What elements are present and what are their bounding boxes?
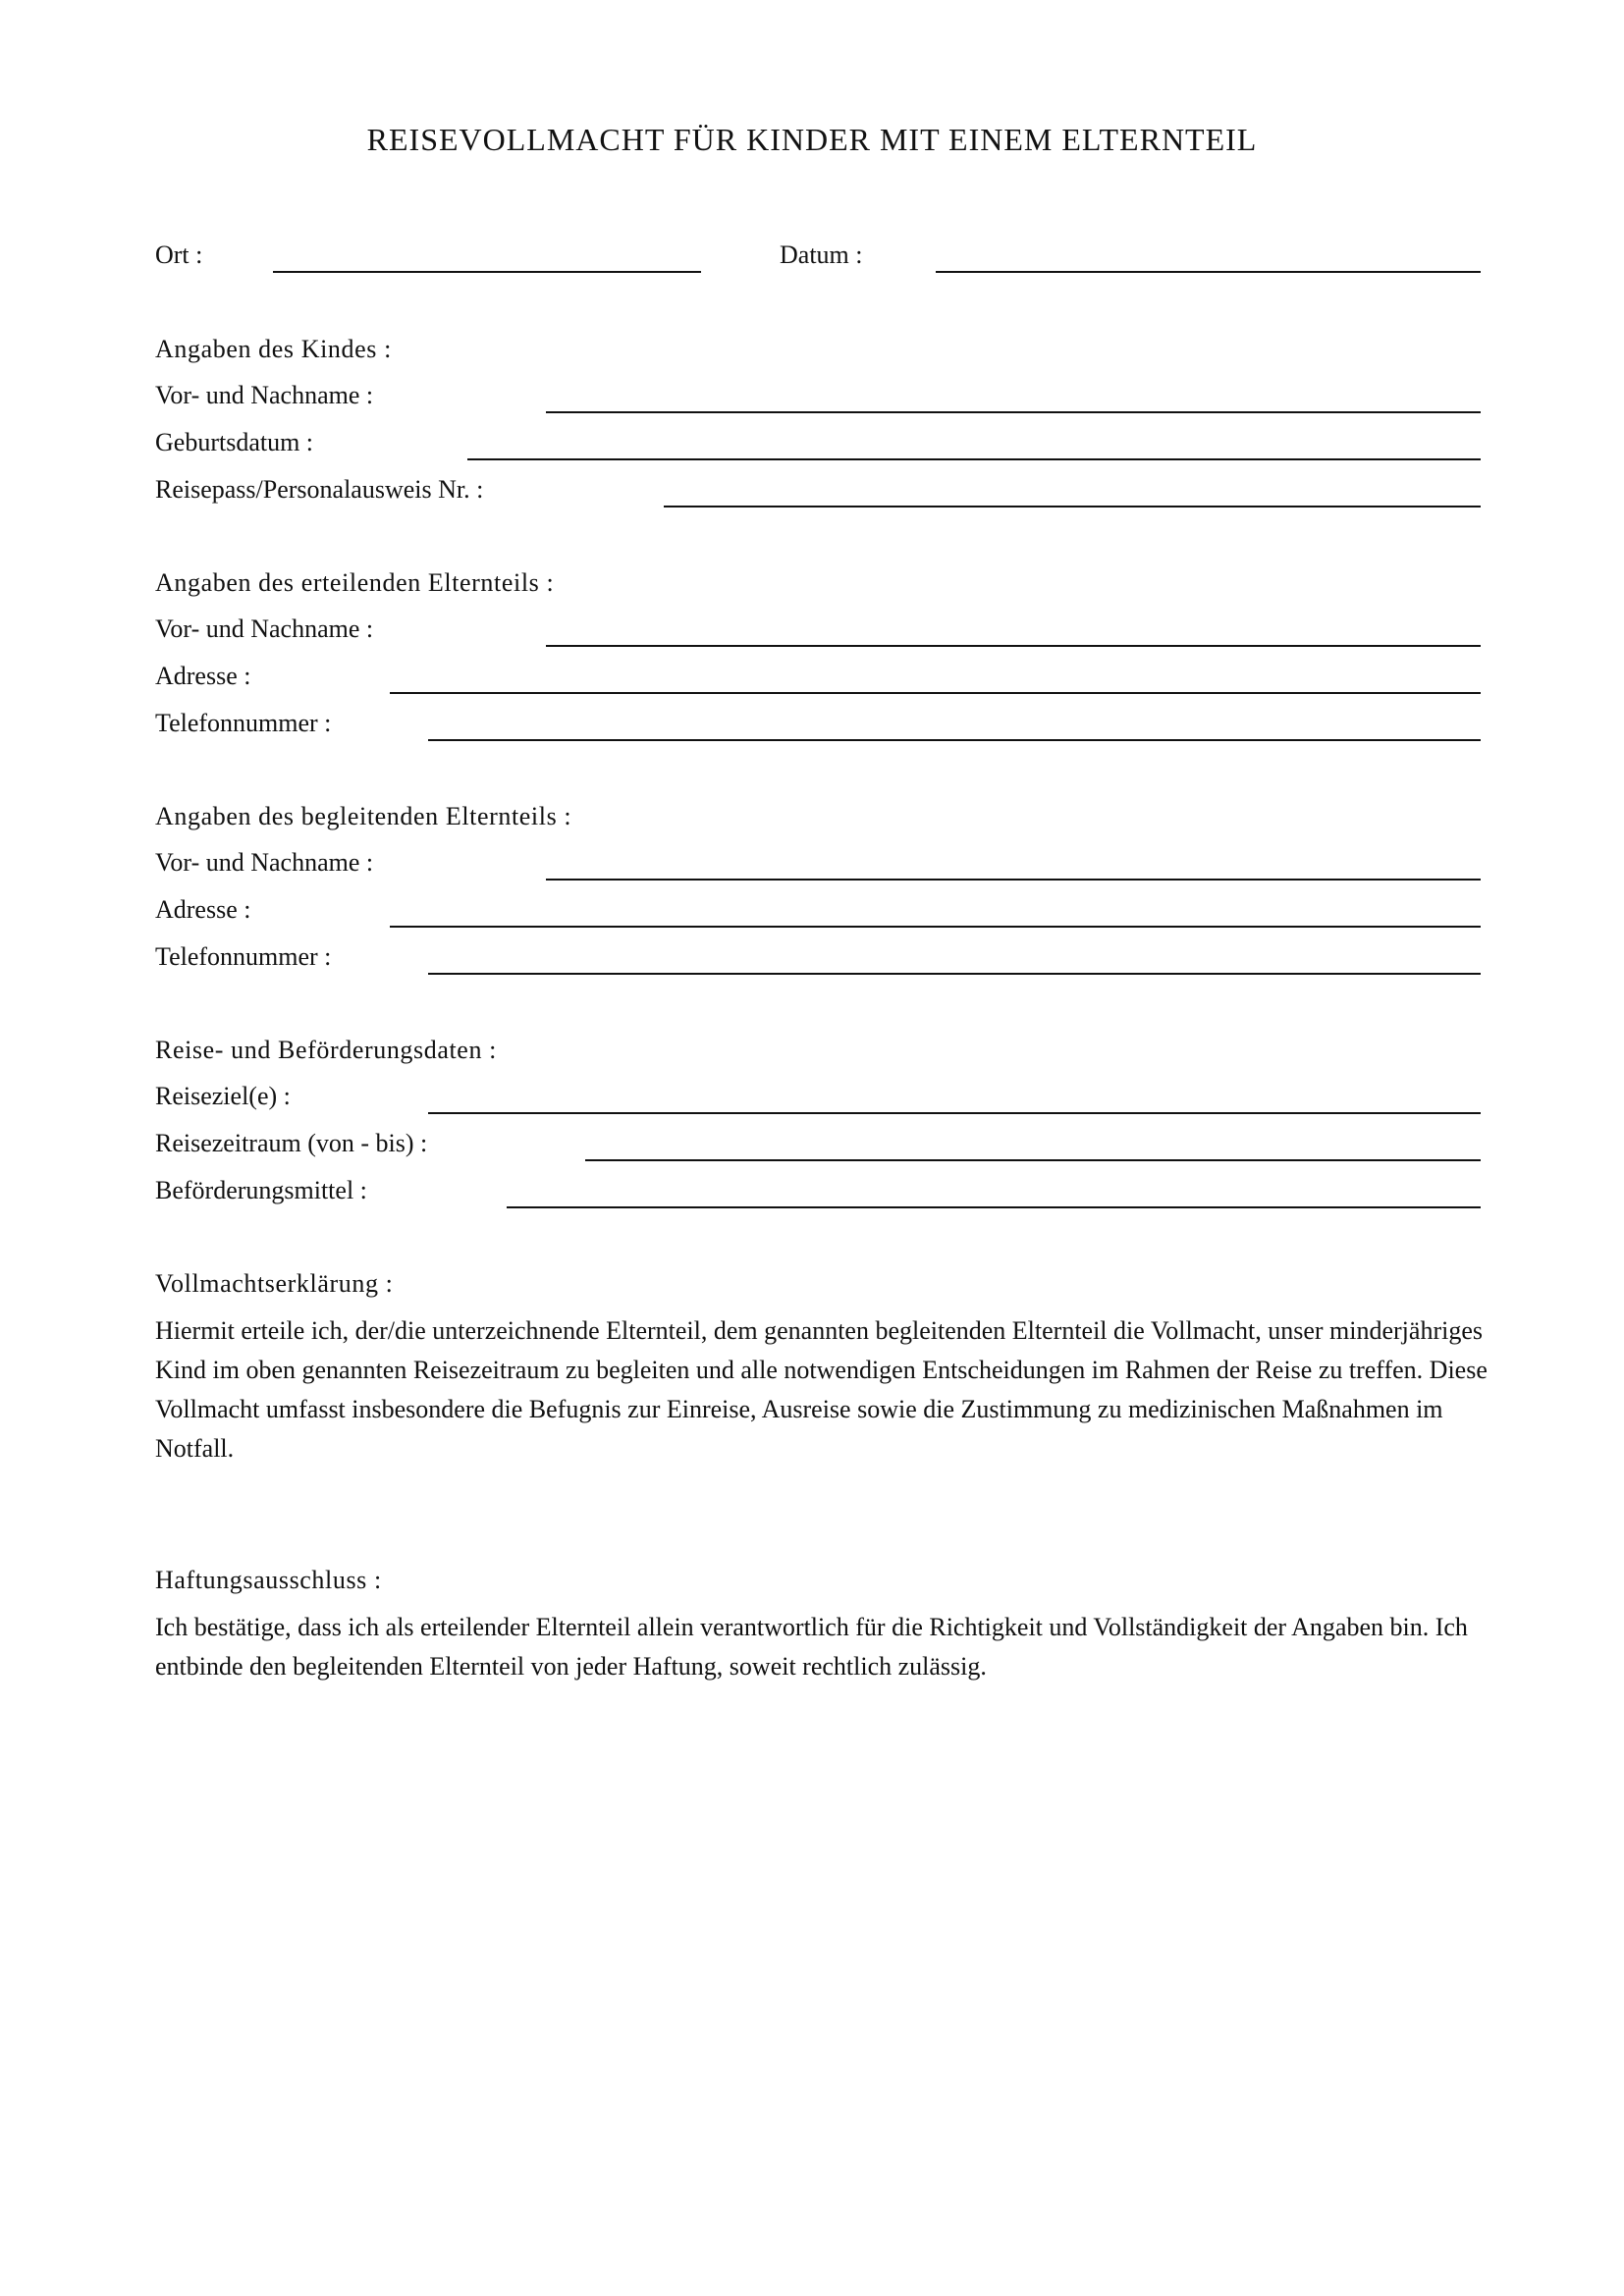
- granting-parent-address-field[interactable]: [390, 692, 1481, 694]
- child-name-field[interactable]: [546, 411, 1481, 413]
- granting-parent-name-field[interactable]: [546, 645, 1481, 647]
- child-name-label: Vor- und Nachname :: [155, 381, 374, 409]
- accompanying-parent-address-label: Adresse :: [155, 895, 251, 924]
- child-passport-label: Reisepass/Personalausweis Nr. :: [155, 475, 484, 504]
- travel-transport-label: Beförderungsmittel :: [155, 1176, 367, 1204]
- granting-parent-name-label: Vor- und Nachname :: [155, 614, 374, 643]
- accompanying-parent-name-label: Vor- und Nachname :: [155, 848, 374, 877]
- granting-parent-phone-label: Telefonnummer :: [155, 709, 332, 737]
- child-birthdate-label: Geburtsdatum :: [155, 428, 314, 456]
- place-label: Ort :: [155, 240, 203, 269]
- granting-parent-heading: Angaben des erteilenden Elternteils :: [155, 568, 555, 597]
- accompanying-parent-heading: Angaben des begleitenden Elternteils :: [155, 802, 572, 830]
- document-title: REISEVOLLMACHT FÜR KINDER MIT EINEM ELTERNTEIL: [366, 122, 1258, 157]
- accompanying-parent-phone-field[interactable]: [428, 973, 1481, 975]
- travel-period-label: Reisezeitraum (von - bis) :: [155, 1129, 428, 1157]
- child-passport-field[interactable]: [664, 506, 1481, 507]
- granting-parent-address-label: Adresse :: [155, 662, 251, 690]
- date-label: Datum :: [780, 240, 863, 269]
- place-field[interactable]: [273, 271, 701, 273]
- granting-parent-phone-field[interactable]: [428, 739, 1481, 741]
- authorization-heading: Vollmachtserklärung :: [155, 1269, 394, 1298]
- child-birthdate-field[interactable]: [467, 458, 1481, 460]
- accompanying-parent-address-field[interactable]: [390, 926, 1481, 928]
- authorization-text: Hiermit erteile ich, der/die unterzeichnende Elternteil, dem genannten begleitenden Elternteil die Vollmacht, unser minderjähriges Kind im oben genannten Reisezeitraum zu begleiten und alle notwendigen Entscheidungen im Rahmen der Reise zu treffen. Diese Vollmacht umfasst insbesondere die Befugnis zur Einreise, Ausreise sowie die Zustimmung zu medizinischen Maßnahmen im Notfall.: [155, 1316, 1488, 1463]
- travel-destination-label: Reiseziel(e) :: [155, 1082, 291, 1110]
- travel-transport-field[interactable]: [507, 1206, 1481, 1208]
- travel-heading: Reise- und Beförderungsdaten :: [155, 1036, 497, 1064]
- disclaimer-text: Ich bestätige, dass ich als erteilender Elternteil allein verantwortlich für die Richtigkeit und Vollständigkeit der Angaben bin. Ich entbinde den begleitenden Elternteil von jeder Haftung, soweit rechtlich zulässig.: [155, 1613, 1468, 1681]
- child-heading: Angaben des Kindes :: [155, 335, 392, 363]
- accompanying-parent-name-field[interactable]: [546, 879, 1481, 881]
- accompanying-parent-phone-label: Telefonnummer :: [155, 942, 332, 971]
- travel-period-field[interactable]: [585, 1159, 1481, 1161]
- date-field[interactable]: [936, 271, 1481, 273]
- disclaimer-heading: Haftungsausschluss :: [155, 1566, 382, 1594]
- travel-destination-field[interactable]: [428, 1112, 1481, 1114]
